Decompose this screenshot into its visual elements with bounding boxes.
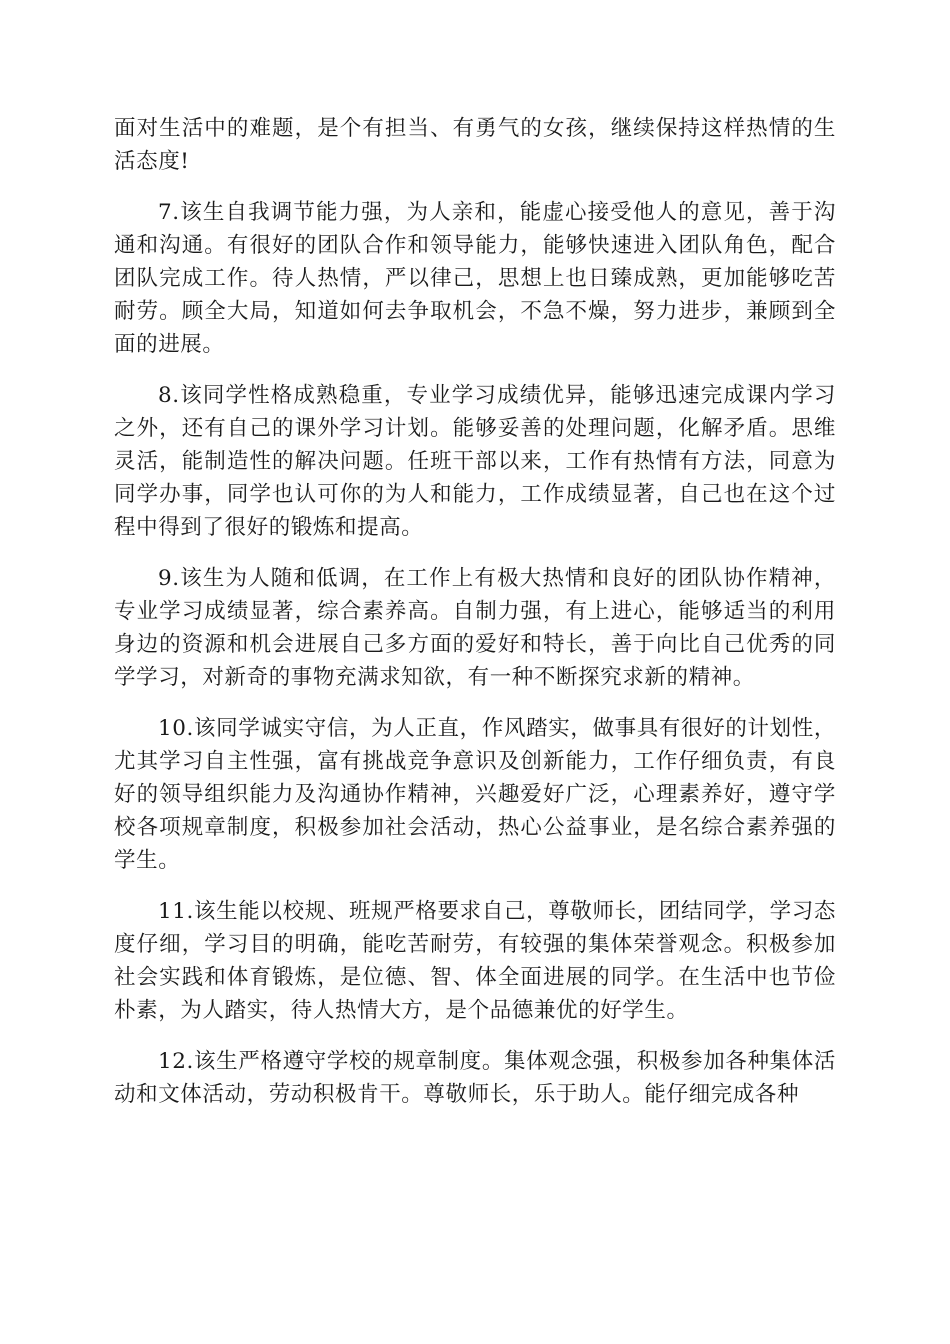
paragraph-continuation: 面对生活中的难题，是个有担当、有勇气的女孩，继续保持这样热情的生活态度! [114,116,836,174]
paragraph-item-11: 11.该生能以校规、班规严格要求自己，尊敬师长，团结同学，学习态度仔细，学习目的明确，能吃苦耐劳，有较强的集体荣誉观念。积极参加社会实践和体育锻炼，是位德、智、体全面进展的同学。在生活中也节俭朴素，为人踏实，待人热情大方，是个品德兼优的好学生。 [114,899,836,1023]
paragraph-item-10: 10.该同学诚实守信，为人正直，作风踏实，做事具有很好的计划性，尤其学习自主性强，富有挑战竞争意识及创新能力，工作仔细负责，有良好的领导组织能力及沟通协作精神，兴趣爱好广泛，心理素养好，遵守学校各项规章制度，积极参加社会活动，热心公益事业，是名综合素养强的学生。 [114,716,836,873]
paragraph-item-7: 7.该生自我调节能力强，为人亲和，能虚心接受他人的意见，善于沟通和沟通。有很好的团队合作和领导能力，能够快速进入团队角色，配合团队完成工作。待人热情，严以律己，思想上也日臻成熟，更加能够吃苦耐劳。顾全大局，知道如何去争取机会，不急不燥，努力进步，兼顾到全面的进展。 [114,200,836,357]
paragraph-item-9: 9.该生为人随和低调，在工作上有极大热情和良好的团队协作精神，专业学习成绩显著，综合素养高。自制力强，有上进心，能够适当的利用身边的资源和机会进展自己多方面的爱好和特长，善于向比自己优秀的同学学习，对新奇的事物充满求知欲，有一种不断探究求新的精神。 [114,566,836,690]
document-body [114,112,836,1111]
paragraph-item-12: 12.该生严格遵守学校的规章制度。集体观念强，积极参加各种集体活动和文体活动，劳动积极肯干。尊敬师长，乐于助人。能仔细完成各种 [114,1049,836,1107]
paragraph-item-8: 8.该同学性格成熟稳重，专业学习成绩优异，能够迅速完成课内学习之外，还有自己的课外学习计划。能够妥善的处理问题，化解矛盾。思维灵活，能制造性的解决问题。任班干部以来，工作有热情有方法，同意为同学办事，同学也认可你的为人和能力，工作成绩显著，自己也在这个过程中得到了很好的锻炼和提高。 [114,383,836,540]
